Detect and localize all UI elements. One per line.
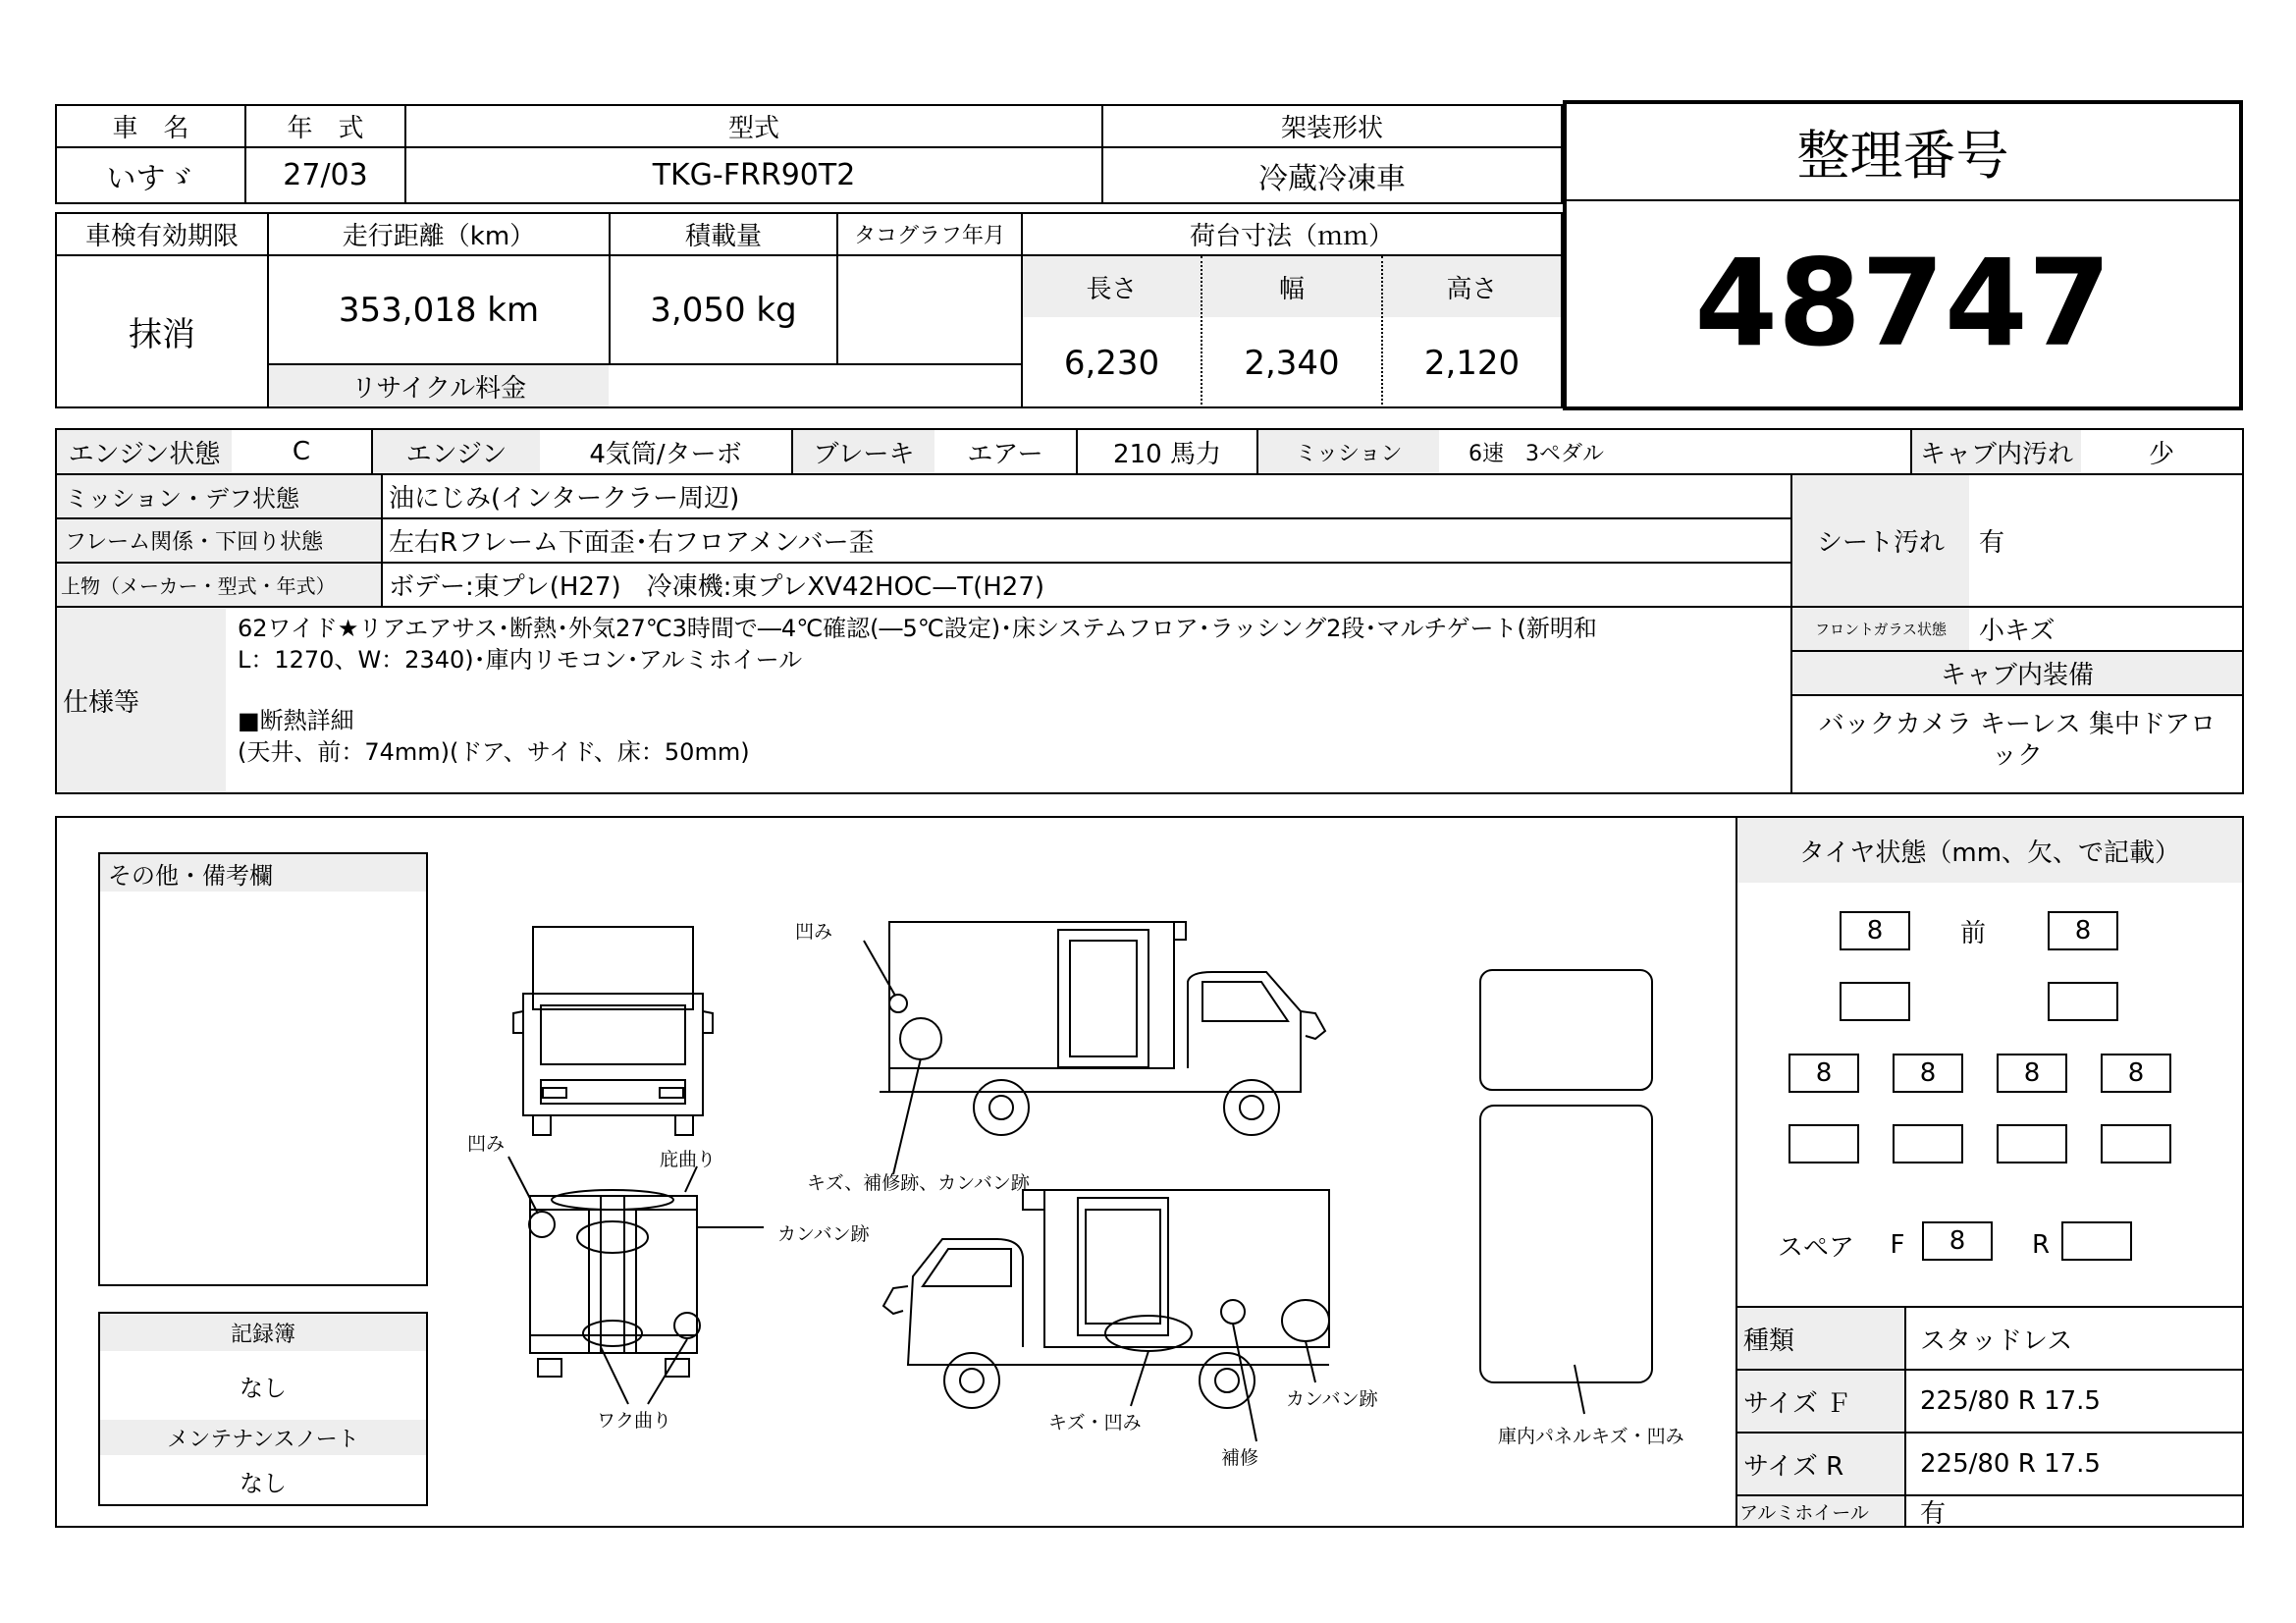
tire-front-right: 8 bbox=[2048, 911, 2118, 950]
cab-dirt-value: 少 bbox=[2148, 439, 2174, 469]
seat-dirt-label: シート汚れ bbox=[1816, 528, 1945, 558]
recycle-label: リサイクル料金 bbox=[350, 373, 527, 404]
cab-dirt-label: キャブ内汚れ bbox=[1919, 439, 2073, 469]
tire-front-label: 前 bbox=[1959, 918, 1986, 948]
alloy-wheel-value: 有 bbox=[1920, 1498, 1947, 1529]
bed-width: 2,340 bbox=[1244, 343, 1340, 383]
tachograph-label: タコグラフ年月 bbox=[853, 224, 1005, 248]
tire-size-r: 225/80 R 17.5 bbox=[1920, 1449, 2101, 1479]
body-type-label: 架装形状 bbox=[1280, 114, 1383, 143]
model-label: 型式 bbox=[727, 114, 779, 143]
frame-label: フレーム関係・下回り状態 bbox=[65, 530, 324, 555]
vehicle-name: いすゞ bbox=[106, 161, 195, 196]
engine-value: 4気筒/ターボ bbox=[589, 439, 742, 469]
inspection-value: 抹消 bbox=[129, 315, 195, 354]
ref-number: 48747 bbox=[1694, 234, 2111, 373]
tire-kind-label: 種類 bbox=[1743, 1325, 1795, 1356]
spare-r-value bbox=[2061, 1221, 2132, 1261]
record-value: なし bbox=[240, 1374, 287, 1402]
spec-line-2: L：1270、W：2340)･庫内リモコン･アルミホイール bbox=[238, 646, 803, 674]
load-label: 積載量 bbox=[684, 222, 762, 251]
tire-front-left: 8 bbox=[1840, 911, 1910, 950]
mission-label: ミッション bbox=[1295, 441, 1403, 466]
bed-height: 2,120 bbox=[1423, 343, 1521, 383]
mission-diff-value: 油にじみ(インタークラー周辺) bbox=[389, 484, 740, 514]
seat-dirt-value: 有 bbox=[1979, 528, 2005, 558]
tire-rear-outer-2: 8 bbox=[1893, 1054, 1963, 1093]
load-value: 3,050 kg bbox=[650, 290, 797, 330]
brake-value: エアー bbox=[967, 439, 1043, 469]
frame-bend-label: ワク曲り bbox=[597, 1410, 672, 1432]
vehicle-name-label: 車 名 bbox=[112, 114, 189, 143]
width-label: 幅 bbox=[1278, 274, 1305, 304]
body-type: 冷蔵冷凍車 bbox=[1258, 161, 1406, 196]
upper-body-label: 上物（メーカー・型式・年式） bbox=[61, 574, 336, 598]
mission-diff-label: ミッション・デフ状態 bbox=[65, 485, 300, 513]
tire-rear-inner-4 bbox=[2101, 1124, 2171, 1163]
maintenance-label: メンテナンスノート bbox=[167, 1427, 359, 1452]
tire-front-left-inner bbox=[1840, 982, 1910, 1021]
frame-value: 左右Rフレーム下面歪･右フロアメンバー歪 bbox=[389, 528, 875, 558]
mileage-value: 353,018 km bbox=[338, 290, 540, 330]
mileage-label: 走行距離（km） bbox=[342, 222, 536, 251]
year-label: 年 式 bbox=[287, 114, 364, 143]
height-label: 高さ bbox=[1446, 274, 1498, 304]
signboard-label-2: カンバン跡 bbox=[1286, 1388, 1378, 1410]
tire-front-right-inner bbox=[2048, 982, 2118, 1021]
engine-state-label: エンジン状態 bbox=[68, 439, 221, 469]
scratch-repair-label: キズ、補修跡、カンバン跡 bbox=[807, 1172, 1030, 1194]
tire-rear-outer-1: 8 bbox=[1789, 1054, 1859, 1093]
record-label: 記録簿 bbox=[230, 1322, 295, 1347]
spare-f-value: 8 bbox=[1922, 1221, 1993, 1261]
alloy-wheel-label: アルミホイール bbox=[1739, 1501, 1869, 1524]
engine-label: エンジン bbox=[405, 439, 507, 469]
dent-label-1: 凹み bbox=[795, 921, 833, 943]
spec-label: 仕様等 bbox=[63, 688, 140, 718]
engine-state: C bbox=[292, 437, 311, 466]
tire-kind: スタッドレス bbox=[1920, 1325, 2073, 1356]
windshield-value: 小キズ bbox=[1979, 617, 2056, 646]
spare-r-label: R bbox=[2031, 1230, 2051, 1260]
model-year: 27/03 bbox=[283, 158, 368, 192]
horsepower: 210 馬力 bbox=[1113, 439, 1221, 469]
cab-equipment-line-2: ック bbox=[1991, 741, 2043, 771]
tire-rear-outer-4: 8 bbox=[2101, 1054, 2171, 1093]
tire-size-f: 225/80 R 17.5 bbox=[1920, 1386, 2101, 1416]
inspection-label: 車検有効期限 bbox=[84, 222, 239, 251]
length-label: 長さ bbox=[1086, 274, 1138, 304]
tire-rear-outer-3: 8 bbox=[1997, 1054, 2067, 1093]
remarks-label: その他・備考欄 bbox=[108, 861, 273, 890]
truck-front-view bbox=[513, 927, 713, 1135]
bed-dimensions-label: 荷台寸法（ｍｍ） bbox=[1189, 222, 1394, 251]
spare-label: スペア bbox=[1777, 1232, 1854, 1263]
tire-rear-inner-2 bbox=[1893, 1124, 1963, 1163]
brake-label: ブレーキ bbox=[813, 439, 915, 469]
ref-number-label: 整理番号 bbox=[1796, 125, 2009, 187]
model-code: TKG-FRR90T2 bbox=[652, 158, 856, 192]
truck-top-view bbox=[1480, 970, 1652, 1382]
interior-panel-label: 庫内パネルキズ・凹み bbox=[1498, 1426, 1684, 1447]
cab-equipment-line-1: バックカメラ キーレス 集中ドアロ bbox=[1818, 710, 2216, 739]
tire-size-f-label: サイズ Ｆ bbox=[1743, 1388, 1852, 1419]
maintenance-value: なし bbox=[240, 1469, 287, 1497]
repair-label: 補修 bbox=[1221, 1447, 1259, 1469]
tire-size-r-label: サイズ R bbox=[1743, 1451, 1844, 1482]
tire-rear-inner-3 bbox=[1997, 1124, 2067, 1163]
spec-line-4: (天井、前：74mm)(ドア、サイド、床：50mm) bbox=[238, 738, 750, 766]
tire-title: タイヤ状態（mm、欠、で記載） bbox=[1798, 838, 2181, 868]
truck-right-side-view bbox=[880, 922, 1325, 1135]
upper-body-value: ボデー:東プレ(H27) 冷凍機:東プレXV42HOC—T(H27) bbox=[389, 572, 1045, 602]
spec-line-3: ■断熱詳細 bbox=[238, 707, 354, 734]
tire-rear-inner-1 bbox=[1789, 1124, 1859, 1163]
mission-value: 6速 3ペダル bbox=[1468, 441, 1604, 466]
truck-left-side-view bbox=[883, 1190, 1329, 1408]
bed-length: 6,230 bbox=[1063, 343, 1160, 383]
signboard-label-1: カンバン跡 bbox=[777, 1223, 870, 1245]
cab-equipment-label: キャブ内装備 bbox=[1940, 661, 2094, 690]
truck-rear-view bbox=[529, 1190, 764, 1377]
dent-label-2: 凹み bbox=[467, 1133, 506, 1155]
bend-label: 庇曲り bbox=[660, 1149, 717, 1170]
spare-f-label: F bbox=[1890, 1230, 1905, 1260]
scratch-dent-label: キズ・凹み bbox=[1048, 1412, 1142, 1434]
spec-line-1: 62ワイド★リアエアサス･断熱･外気27℃3時間で―4℃確認(―5℃設定)･床システムフロア･ラッシング2段･マルチゲート(新明和 bbox=[238, 615, 1597, 642]
windshield-label: フロントガラス状態 bbox=[1814, 621, 1948, 638]
